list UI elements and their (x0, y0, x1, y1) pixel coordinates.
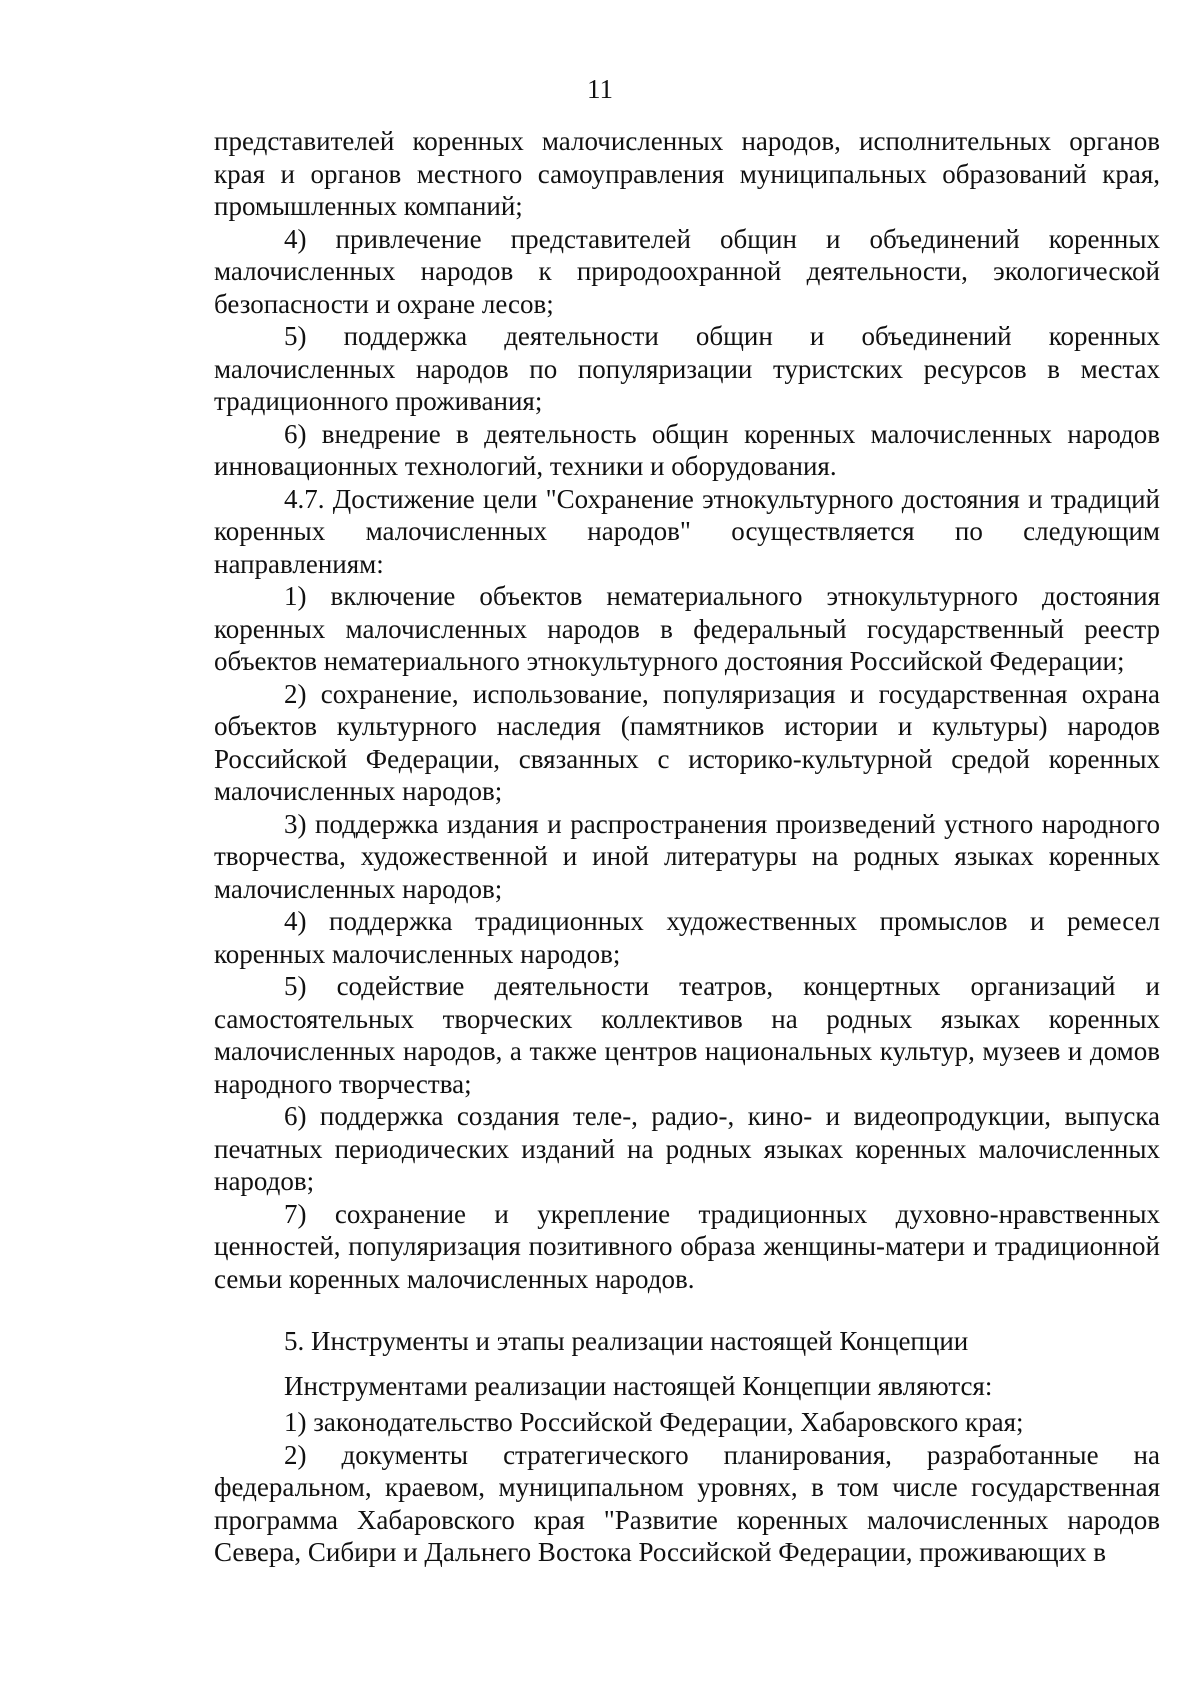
section-intro: Инструментами реализации настоящей Концепции являются: (284, 1370, 993, 1401)
section-heading: 5. Инструменты и этапы реализации настоящей Концепции (284, 1326, 969, 1356)
list-item-6-innovation: 6) внедрение в деятельность общин коренных малочисленных народов инновационных технологий, техники и оборудования. (214, 418, 1160, 481)
list-item-3-literature: 3) поддержка издания и распространения произведений устного народного творчества, художественной и иной литературы на родных языках коренных малочисленных народов; (214, 808, 1160, 904)
list-item-7-values: 7) сохранение и укрепление традиционных духовно-нравственных ценностей, популяризация позитивного образа женщины-матери и традиционной семьи коренных малочисленных народов. (214, 1198, 1160, 1294)
list-item-2-cultural-objects: 2) сохранение, использование, популяризация и государственная охрана объектов культурного наследия (памятников истории и культуры) народов Российской Федерации, связанных с историко-культурной средой коренных малочисленных народов; (214, 678, 1160, 806)
list-item-6-media: 6) поддержка создания теле-, радио-, кино- и видеопродукции, выпуска печатных периодических изданий на родных языках коренных малочисленных народов; (214, 1101, 1160, 1196)
list-item-5-theatres: 5) содействие деятельности театров, концертных организаций и самостоятельных творческих коллективов на родных языках коренных малочисленных народов, а также центров национальных культур, музеев и домов народного творчества; (214, 971, 1160, 1099)
list-item-5-tourism: 5) поддержка деятельности общин и объединений коренных малочисленных народов по популяризации туристских ресурсов в местах традиционного проживания; (214, 321, 1160, 416)
page-number: 11 (587, 74, 613, 104)
document-body (214, 125, 1160, 1569)
paragraph: представителей коренных малочисленных народов, исполнительных органов края и органов местного самоуправления муниципальных образований края, промышленных компаний; (214, 126, 1160, 221)
clause-4-7: 4.7. Достижение цели "Сохранение этнокультурного достояния и традиций коренных малочисленных народов" осуществляется по следующим направлениям: (214, 483, 1160, 579)
list-item-1-heritage-registry: 1) включение объектов нематериального этнокультурного достояния коренных малочисленных народов в федеральный государственный реестр объектов нематериального этнокультурного достояния Российской Федерации; (214, 581, 1160, 676)
list-item-4-involvement: 4) привлечение представителей общин и объединений коренных малочисленных народов к природоохранной деятельности, экологической безопасности и охране лесов; (214, 223, 1160, 319)
list-item-4-crafts: 4) поддержка традиционных художественных промыслов и ремесел коренных малочисленных народов; (214, 906, 1160, 969)
instrument-item-2: 2) документы стратегического планирования, разработанные на федеральном, краевом, муниципальном уровнях, в том числе государственная программа Хабаровского края "Развитие коренных малочисленных народов Севера, Сибири и Дальнего Востока Российской Федерации, проживающих в (214, 1439, 1160, 1567)
instrument-item-1: 1) законодательство Российской Федерации, Хабаровского края; (284, 1407, 1024, 1437)
